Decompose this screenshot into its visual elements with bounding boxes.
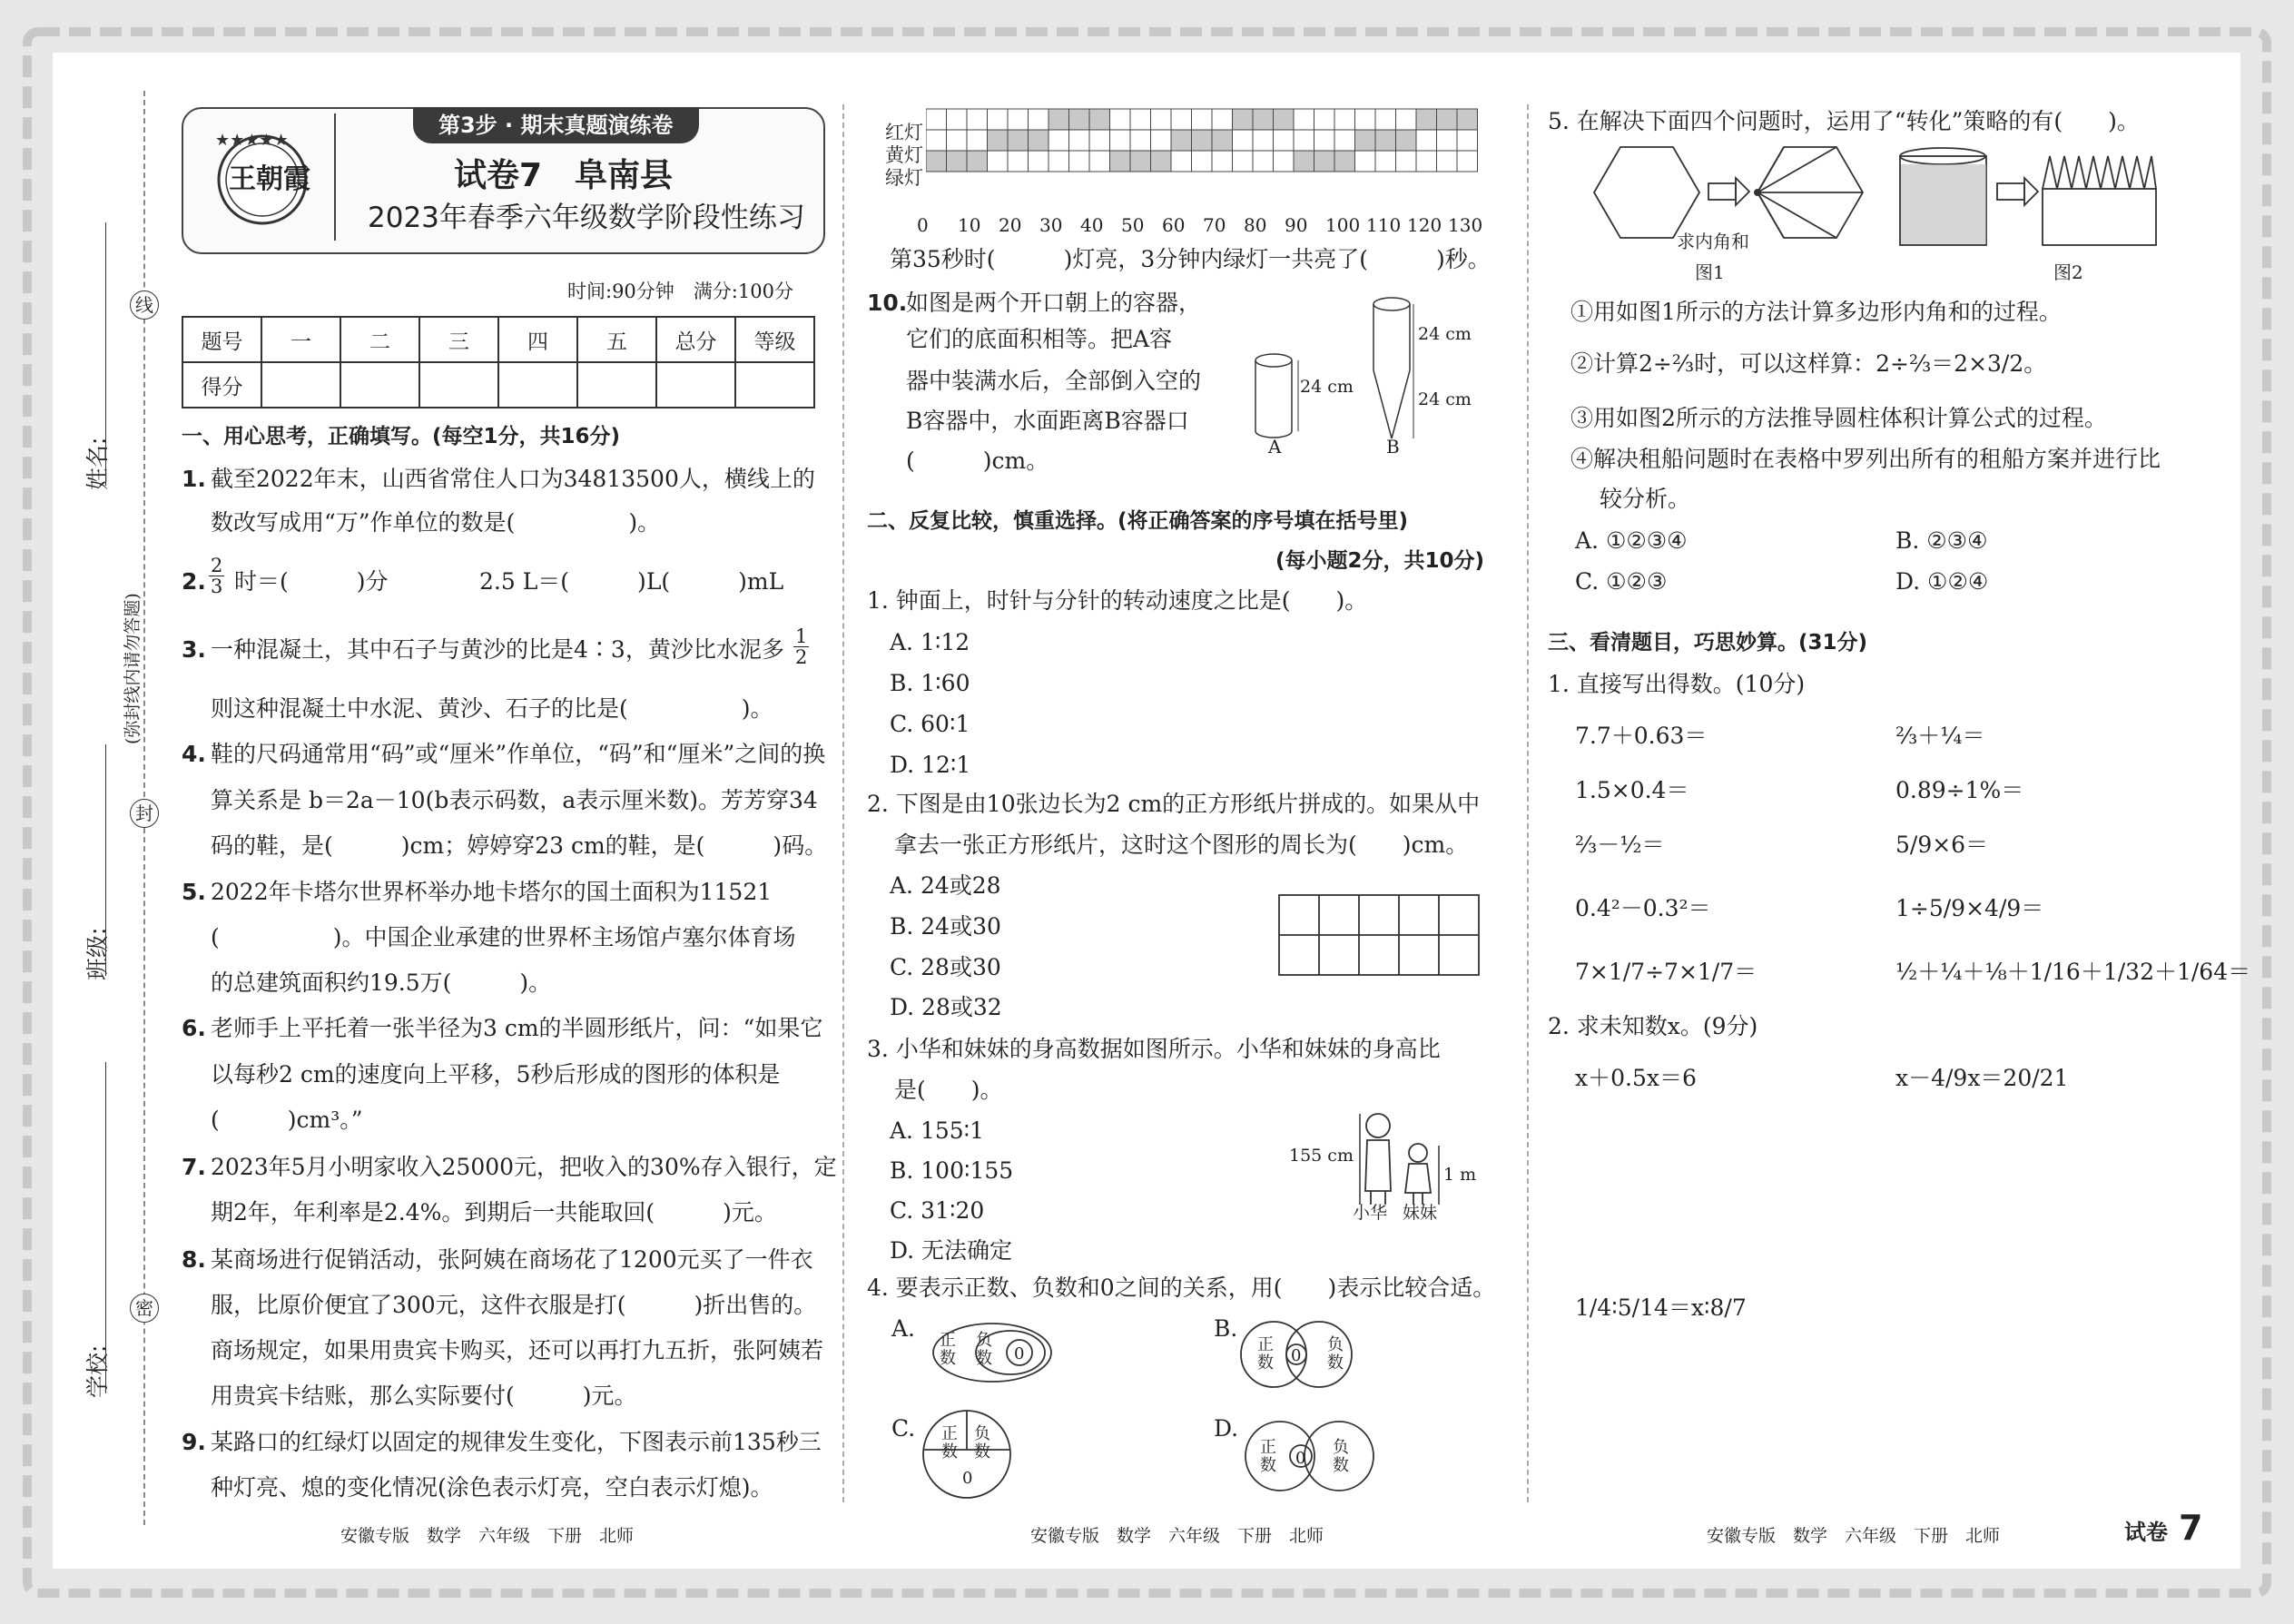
seal-xian: 线 bbox=[130, 290, 159, 320]
dim-a: 24 cm bbox=[1300, 377, 1354, 397]
label-a: A bbox=[1268, 436, 1282, 458]
s2-q2-text: 2. 下图是由10张边长为2 cm的正方形纸片拼成的。如果从中 bbox=[867, 791, 1481, 817]
light-cell bbox=[1233, 151, 1254, 172]
s2-q4-option-c[interactable]: C. bbox=[891, 1415, 916, 1442]
s3-q1-text: 1. 直接写出得数。(10分) bbox=[1548, 671, 1806, 697]
light-cell bbox=[1171, 130, 1192, 151]
light-cell bbox=[1110, 130, 1131, 151]
s2-q3-text: 是( )。 bbox=[894, 1077, 1003, 1103]
light-cell bbox=[947, 130, 968, 151]
calc-item: 0.4²－0.3²＝ bbox=[1575, 895, 1711, 921]
light-cell bbox=[1233, 130, 1254, 151]
score-input[interactable] bbox=[261, 362, 340, 408]
q8-text: 用贵宾卡结账，那么实际要付( )元。 bbox=[211, 1383, 637, 1409]
light-cell bbox=[1008, 151, 1029, 172]
s2-q5-item: ②计算2÷⅔时，可以这样算：2÷⅔＝2×3/2。 bbox=[1570, 350, 2047, 377]
score-input[interactable] bbox=[656, 362, 735, 408]
exam-title: 试卷7 阜南县 bbox=[454, 157, 674, 194]
binding-note: (弥封线内请勿答题) bbox=[123, 593, 143, 744]
light-cell bbox=[1314, 109, 1335, 130]
light-cell bbox=[926, 151, 947, 172]
light-cell bbox=[1192, 109, 1213, 130]
light-cell bbox=[1008, 109, 1029, 130]
light-grid bbox=[926, 107, 1489, 212]
light-cell bbox=[1029, 130, 1049, 151]
q9-number: 9. bbox=[182, 1429, 206, 1455]
light-cell bbox=[967, 109, 988, 130]
s2-q2-option[interactable]: D. 28或32 bbox=[890, 994, 1002, 1020]
venn-b-positive: 正数 bbox=[1257, 1335, 1274, 1373]
score-cell: 三 bbox=[419, 317, 498, 362]
section-3-title: 三、看清题目，巧思妙算。(31分) bbox=[1548, 631, 1868, 655]
page-number: 7 bbox=[2179, 1508, 2203, 1548]
venn-c-positive: 正数 bbox=[941, 1424, 958, 1462]
light-cell bbox=[988, 130, 1009, 151]
class-label: 班级: bbox=[84, 927, 111, 980]
s2-q5-item: 较分析。 bbox=[1600, 486, 1691, 512]
light-cell bbox=[1437, 130, 1458, 151]
footer-text: 安徽专版 数学 六年级 下册 北师 bbox=[1030, 1526, 1324, 1546]
s2-q1-option[interactable]: A. 1∶12 bbox=[890, 629, 970, 655]
score-input[interactable] bbox=[498, 362, 577, 408]
q9-text: 第35秒时( )灯亮，3分钟内绿灯一共亮了( )秒。 bbox=[890, 246, 1491, 272]
score-cell: 四 bbox=[498, 317, 577, 362]
light-cell bbox=[1110, 109, 1131, 130]
height-sister: 1 m bbox=[1443, 1165, 1477, 1185]
q10-text: ( )cm。 bbox=[906, 448, 1049, 474]
time-tick: 90 bbox=[1285, 214, 1308, 236]
light-cell bbox=[1253, 130, 1274, 151]
light-cell bbox=[1130, 151, 1151, 172]
equation: x＋0.5x＝6 bbox=[1575, 1065, 1697, 1091]
q6-number: 6. bbox=[182, 1015, 206, 1041]
s2-q3-option[interactable]: B. 100∶155 bbox=[890, 1157, 1014, 1184]
light-cell bbox=[988, 151, 1009, 172]
q10-text: B容器中，水面距离B容器口 bbox=[906, 408, 1189, 434]
s2-q5-item: ①用如图1所示的方法计算多边形内角和的过程。 bbox=[1570, 299, 2062, 325]
calc-item: ⅔＋¼＝ bbox=[1895, 723, 1985, 749]
s2-q3-option[interactable]: C. 31∶20 bbox=[890, 1197, 985, 1224]
calc-item: 7.7＋0.63＝ bbox=[1575, 723, 1708, 749]
section-2-title: 二、反复比较，慎重选择。(将正确答案的序号填在括号里) bbox=[867, 509, 1409, 533]
light-cell bbox=[1029, 109, 1049, 130]
time-tick: 0 bbox=[917, 214, 929, 236]
s2-q5-option[interactable]: C. ①②③ bbox=[1575, 568, 1668, 595]
s2-q5-item: ③用如图2所示的方法推导圆柱体积计算公式的过程。 bbox=[1570, 405, 2107, 431]
light-cell bbox=[1437, 109, 1458, 130]
time-tick: 20 bbox=[999, 214, 1022, 236]
time-axis-ticks bbox=[908, 211, 1498, 236]
s2-q2-option[interactable]: B. 24或30 bbox=[890, 913, 1001, 940]
row-label-red: 红灯 bbox=[885, 122, 923, 143]
q3-text: 则这种混凝土中水泥、黄沙、石子的比是( )。 bbox=[211, 695, 773, 722]
light-cell bbox=[1049, 151, 1069, 172]
time-tick: 130 bbox=[1448, 214, 1483, 236]
q6-text: ( )cm³。” bbox=[211, 1107, 363, 1133]
q10-number: 10. bbox=[867, 290, 908, 316]
time-tick: 100 bbox=[1325, 214, 1361, 236]
light-cell bbox=[1375, 151, 1396, 172]
svg-text:★★★★★: ★★★★★ bbox=[215, 131, 289, 150]
light-cell bbox=[1416, 130, 1437, 151]
light-cell bbox=[988, 109, 1009, 130]
venn-c-negative: 负数 bbox=[974, 1424, 990, 1462]
score-cell: 等级 bbox=[735, 317, 814, 362]
kids-figure bbox=[1353, 1109, 1457, 1211]
score-table-header bbox=[182, 317, 814, 362]
light-cell bbox=[926, 130, 947, 151]
q7-text: 期2年，年利率是2.4%。到期后一共能取回( )元。 bbox=[211, 1199, 777, 1225]
venn-d-negative: 负数 bbox=[1333, 1438, 1349, 1475]
q2-fraction: $\frac{2}{3}$ bbox=[211, 555, 223, 597]
venn-a-positive: 正数 bbox=[940, 1331, 956, 1368]
s2-q5-option[interactable]: A. ①②③④ bbox=[1575, 527, 1688, 554]
light-cell bbox=[1029, 151, 1049, 172]
light-cell bbox=[926, 109, 947, 130]
light-cell bbox=[1069, 130, 1090, 151]
s2-q5-item: ④解决租船问题时在表格中罗列出所有的租船方案并进行比 bbox=[1570, 446, 2161, 472]
q5-text: 的总建筑面积约19.5万( )。 bbox=[211, 969, 552, 996]
s2-q4-text: 4. 要表示正数、负数和0之间的关系，用( )表示比较合适。 bbox=[867, 1275, 1496, 1301]
light-cell bbox=[1233, 109, 1254, 130]
venn-b-zero: 0 bbox=[1291, 1346, 1302, 1365]
light-cell bbox=[1334, 151, 1355, 172]
venn-d-zero: 0 bbox=[1295, 1449, 1306, 1468]
s2-q1-option[interactable]: C. 60∶1 bbox=[890, 711, 970, 737]
fig1-label: 图1 bbox=[1695, 261, 1725, 283]
q4-text: 算关系是 b＝2a－10(b表示码数，a表示厘米数)。芳芳穿34 bbox=[211, 787, 818, 813]
light-cell bbox=[1089, 130, 1110, 151]
light-cell bbox=[1212, 130, 1233, 151]
score-table bbox=[182, 316, 815, 408]
s2-q2-text: 拿去一张正方形纸片，这时这个图形的周长为( )cm。 bbox=[894, 832, 1469, 858]
s2-q5-text: 5. 在解决下面四个问题时，运用了“转化”策略的有( )。 bbox=[1548, 108, 2140, 134]
light-cell bbox=[1437, 151, 1458, 172]
venn-c-zero: 0 bbox=[962, 1469, 973, 1488]
score-table-row bbox=[182, 362, 814, 408]
s2-q1-option[interactable]: D. 12∶1 bbox=[890, 752, 971, 778]
light-cell bbox=[1192, 130, 1213, 151]
q8-text: 某商场进行促销活动，张阿姨在商场花了1200元买了一件衣 bbox=[211, 1246, 813, 1273]
calc-item: 1.5×0.4＝ bbox=[1575, 777, 1689, 803]
score-cell: 总分 bbox=[656, 317, 735, 362]
s2-q3-option[interactable]: D. 无法确定 bbox=[890, 1237, 1013, 1264]
q1-text: 数改写成用“万”作单位的数是( )。 bbox=[211, 509, 661, 536]
light-cell bbox=[1396, 130, 1417, 151]
light-cell bbox=[1274, 109, 1295, 130]
name-line bbox=[105, 222, 106, 486]
q7-number: 7. bbox=[182, 1154, 206, 1180]
q10-text: 器中装满水后，全部倒入空的 bbox=[906, 368, 1202, 394]
time-tick: 30 bbox=[1039, 214, 1063, 236]
exam-subtitle: 2023年春季六年级数学阶段性练习 bbox=[368, 202, 805, 234]
light-cell bbox=[1355, 151, 1376, 172]
seal-mi: 密 bbox=[130, 1294, 159, 1323]
section-2-subtitle: (每小题2分，共10分) bbox=[1275, 549, 1485, 573]
score-input[interactable] bbox=[577, 362, 656, 408]
light-cell bbox=[1192, 151, 1213, 172]
light-cell bbox=[1355, 130, 1376, 151]
q10-text: 它们的底面积相等。把A容 bbox=[906, 326, 1173, 352]
light-cell bbox=[1049, 130, 1069, 151]
time-tick: 50 bbox=[1121, 214, 1145, 236]
school-line bbox=[105, 1062, 106, 1393]
light-cell bbox=[1457, 151, 1478, 172]
score-row-label: 得分 bbox=[182, 362, 261, 408]
light-cell bbox=[1396, 109, 1417, 130]
column-divider bbox=[1527, 104, 1529, 1502]
light-cell bbox=[1294, 151, 1314, 172]
class-line bbox=[105, 744, 106, 976]
height-xiaohua: 155 cm bbox=[1289, 1146, 1354, 1166]
q8-number: 8. bbox=[182, 1246, 206, 1273]
light-cell bbox=[1151, 130, 1172, 151]
light-cell bbox=[1110, 151, 1131, 172]
label-b: B bbox=[1386, 436, 1400, 458]
q5-text: 2022年卡塔尔世界杯举办地卡塔尔的国土面积为11521 bbox=[211, 879, 773, 905]
q7-text: 2023年5月小明家收入25000元，把收入的30%存入银行，定 bbox=[211, 1154, 837, 1180]
light-cell bbox=[1457, 130, 1478, 151]
q5-text: ( )。中国企业承建的世界杯主场馆卢塞尔体育场 bbox=[211, 924, 796, 950]
name-xiaohua: 小华 bbox=[1353, 1203, 1388, 1223]
name-sister: 妹妹 bbox=[1403, 1203, 1438, 1223]
s2-q4-option-d[interactable]: D. bbox=[1214, 1415, 1239, 1442]
s2-q4-option-b[interactable]: B. bbox=[1214, 1315, 1238, 1342]
light-cell bbox=[1171, 151, 1192, 172]
q8-text: 商场规定，如果用贵宾卡购买，还可以再打九五折，张阿姨若 bbox=[211, 1337, 824, 1363]
light-cell bbox=[1089, 151, 1110, 172]
light-cell bbox=[1212, 109, 1233, 130]
light-cell bbox=[1171, 109, 1192, 130]
time-tick: 80 bbox=[1244, 214, 1267, 236]
score-cell: 题号 bbox=[182, 317, 261, 362]
light-cell bbox=[1253, 109, 1274, 130]
light-cell bbox=[1416, 109, 1437, 130]
s2-q3-text: 3. 小华和妹妹的身高数据如图所示。小华和妹妹的身高比 bbox=[867, 1036, 1441, 1062]
q1-number: 1. bbox=[182, 466, 206, 492]
q9-text: 种灯亮、熄的变化情况(涂色表示灯亮，空白表示灯熄)。 bbox=[211, 1474, 773, 1501]
light-cell bbox=[947, 109, 968, 130]
score-input[interactable] bbox=[735, 362, 814, 408]
row-label-yellow: 黄灯 bbox=[885, 144, 923, 166]
logo-text: 王朝霞 bbox=[229, 163, 310, 195]
time-tick: 10 bbox=[958, 214, 981, 236]
score-cell: 五 bbox=[577, 317, 656, 362]
calc-item: 5/9×6＝ bbox=[1895, 832, 1989, 858]
venn-b-negative: 负数 bbox=[1327, 1335, 1344, 1373]
score-cell: 一 bbox=[261, 317, 340, 362]
time-tick: 70 bbox=[1203, 214, 1226, 236]
fig2-label: 图2 bbox=[2053, 261, 2083, 283]
q2-number: 2. bbox=[182, 568, 206, 595]
q2-text: 时＝( )分 bbox=[234, 568, 389, 595]
q3-text: 一种混凝土，其中石子与黄沙的比是4∶3，黄沙比水泥多 bbox=[211, 636, 784, 663]
light-cell bbox=[947, 151, 968, 172]
light-cell bbox=[1334, 109, 1355, 130]
q4-number: 4. bbox=[182, 741, 206, 767]
time-tick: 120 bbox=[1407, 214, 1442, 236]
footer-text: 安徽专版 数学 六年级 下册 北师 bbox=[340, 1526, 635, 1546]
light-cell bbox=[1008, 130, 1029, 151]
light-cell bbox=[1457, 109, 1478, 130]
q6-text: 老师手上平托着一张半径为3 cm的半圆形纸片，问：“如果它 bbox=[211, 1015, 823, 1041]
s2-q5-option[interactable]: D. ①②④ bbox=[1895, 568, 1989, 595]
row-label-green: 绿灯 bbox=[885, 167, 923, 189]
time-score: 时间:90分钟 满分:100分 bbox=[567, 281, 793, 302]
light-cell bbox=[1130, 130, 1151, 151]
column-divider bbox=[842, 104, 844, 1502]
q4-text: 码的鞋，是( )cm；婷婷穿23 cm的鞋，是( )码。 bbox=[211, 832, 828, 859]
name-label: 姓名: bbox=[84, 437, 111, 490]
light-cell bbox=[1396, 151, 1417, 172]
section-1-title: 一、用心思考，正确填写。(每空1分，共16分) bbox=[182, 425, 621, 448]
light-cell bbox=[1355, 109, 1376, 130]
light-cell bbox=[1274, 130, 1295, 151]
light-cell bbox=[1049, 109, 1069, 130]
light-cell bbox=[1375, 130, 1396, 151]
venn-d-positive: 正数 bbox=[1260, 1438, 1276, 1475]
footer-text: 安徽专版 数学 六年级 下册 北师 bbox=[1707, 1526, 2001, 1546]
q6-text: 以每秒2 cm的速度向上平移，5秒后形成的图形的体积是 bbox=[211, 1061, 781, 1088]
light-cell bbox=[1069, 109, 1090, 130]
time-tick: 60 bbox=[1162, 214, 1186, 236]
s2-q5-option[interactable]: B. ②③④ bbox=[1895, 527, 1988, 554]
time-tick: 40 bbox=[1080, 214, 1104, 236]
light-cell bbox=[967, 151, 988, 172]
q3-number: 3. bbox=[182, 636, 206, 663]
dim-b-upper: 24 cm bbox=[1418, 324, 1472, 344]
venn-diagrams bbox=[921, 1318, 1466, 1500]
s3-q2-text: 2. 求未知数x。(9分) bbox=[1548, 1013, 1758, 1039]
s2-q1-option[interactable]: B. 1∶60 bbox=[890, 670, 970, 696]
header-divider bbox=[334, 113, 336, 241]
s2-q1-text: 1. 钟面上，时针与分针的转动速度之比是( )。 bbox=[867, 587, 1368, 614]
venn-a-zero: 0 bbox=[1014, 1344, 1025, 1363]
light-cell bbox=[1089, 109, 1110, 130]
logo bbox=[202, 127, 324, 227]
step-badge: 第3步 · 期末真题演练卷 bbox=[413, 107, 699, 143]
q4-text: 鞋的尺码通常用“码”或“厘米”作单位，“码”和“厘米”之间的换 bbox=[211, 741, 826, 767]
light-cell bbox=[1294, 130, 1314, 151]
calc-item: ½＋¼＋⅛＋1/16＋1/32＋1/64＝ bbox=[1895, 959, 2251, 985]
light-cell bbox=[1294, 109, 1314, 130]
light-cell bbox=[1375, 109, 1396, 130]
school-label: 学校: bbox=[84, 1344, 111, 1398]
light-cell bbox=[1416, 151, 1437, 172]
score-input[interactable] bbox=[340, 362, 419, 408]
venn-a-negative: 负数 bbox=[976, 1331, 992, 1368]
fig1-caption: 求内角和 bbox=[1677, 231, 1749, 252]
light-cell bbox=[1151, 151, 1172, 172]
s2-q2-option[interactable]: A. 24或28 bbox=[890, 872, 1001, 899]
light-cell bbox=[1253, 151, 1274, 172]
q9-text: 某路口的红绿灯以固定的规律发生变化，下图表示前135秒三 bbox=[211, 1429, 822, 1455]
squares-figure bbox=[1278, 894, 1480, 976]
q2-text: 2.5 L＝( )L( )mL bbox=[479, 568, 784, 595]
q1-text: 截至2022年末，山西省常住人口为34813500人，横线上的 bbox=[211, 466, 815, 492]
time-tick: 110 bbox=[1366, 214, 1402, 236]
calc-item: ⅔－½＝ bbox=[1575, 832, 1665, 858]
s2-q2-option[interactable]: C. 28或30 bbox=[890, 954, 1001, 980]
light-cell bbox=[1151, 109, 1172, 130]
q3-fraction: $\frac{1}{2}$ bbox=[795, 625, 808, 668]
s2-q4-option-a[interactable]: A. bbox=[891, 1315, 916, 1342]
light-cell bbox=[1334, 130, 1355, 151]
light-cell bbox=[1130, 109, 1151, 130]
light-cell bbox=[1314, 130, 1335, 151]
equation: 1/4∶5/14＝x∶8/7 bbox=[1575, 1294, 1747, 1321]
seal-feng: 封 bbox=[130, 799, 159, 828]
page-label: 试卷 bbox=[2124, 1520, 2168, 1545]
dim-b-lower: 24 cm bbox=[1418, 389, 1472, 409]
calc-item: 1÷5/9×4/9＝ bbox=[1895, 895, 2044, 921]
q5-number: 5. bbox=[182, 879, 206, 905]
equation: x－4/9x＝20/21 bbox=[1895, 1065, 2069, 1091]
s2-q3-option[interactable]: A. 155∶1 bbox=[890, 1117, 985, 1144]
score-cell: 二 bbox=[340, 317, 419, 362]
q8-text: 服，比原价便宜了300元，这件衣服是打( )折出售的。 bbox=[211, 1292, 817, 1318]
q10-text: 如图是两个开口朝上的容器， bbox=[906, 290, 1202, 316]
calc-item: 0.89÷1%＝ bbox=[1895, 777, 2024, 803]
light-cell bbox=[1069, 151, 1090, 172]
light-cell bbox=[1212, 151, 1233, 172]
light-cell bbox=[1314, 151, 1335, 172]
calc-item: 7×1/7÷7×1/7＝ bbox=[1575, 959, 1757, 985]
score-input[interactable] bbox=[419, 362, 498, 408]
light-cell bbox=[1274, 151, 1295, 172]
light-cell bbox=[967, 130, 988, 151]
